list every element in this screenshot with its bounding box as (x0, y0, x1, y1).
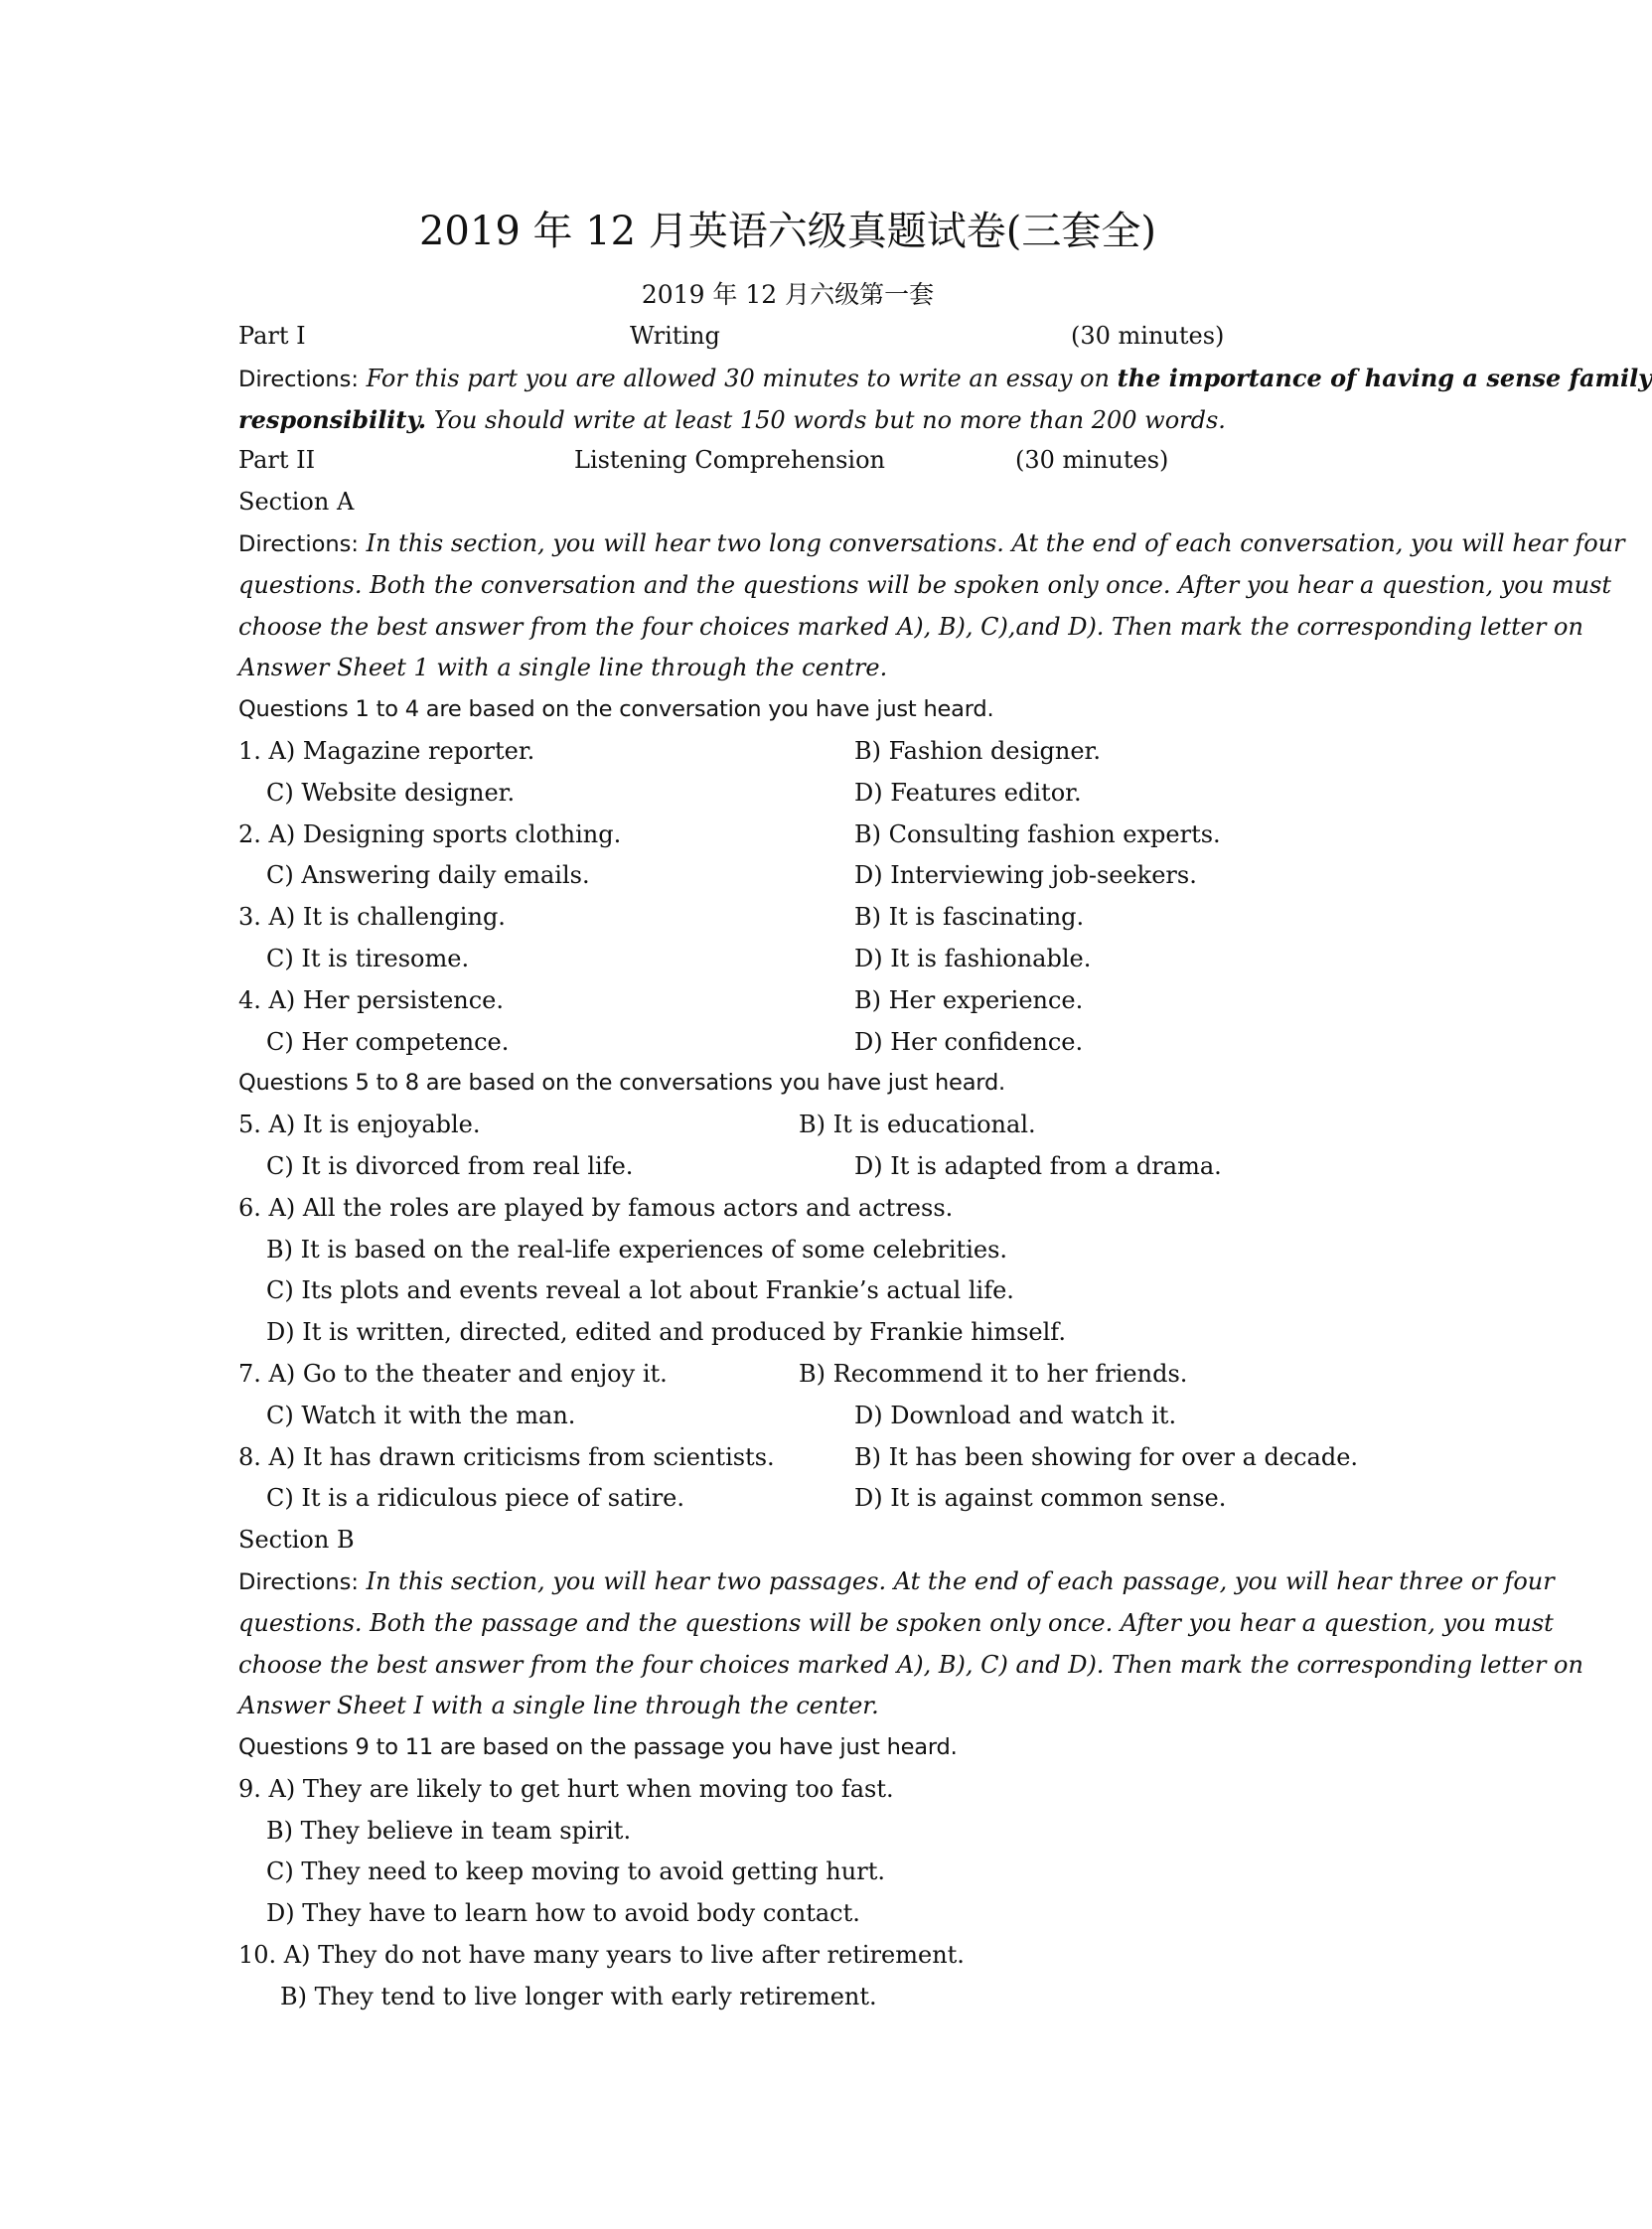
question-row (238, 855, 1500, 897)
option-c: C) They need to keep moving to avoid getting hurt. (266, 1858, 885, 1886)
question-row (238, 773, 1500, 815)
section-b-directions-line: Answer Sheet I with a single line through the center. (238, 1692, 879, 1720)
writing-directions-line (238, 399, 1500, 441)
option-a: 3. A) It is challenging. (238, 903, 506, 932)
option-d: D) It is adapted from a drama. (854, 1151, 1222, 1180)
option-a: 5. A) It is enjoyable. (238, 1111, 481, 1139)
question-row (238, 1769, 1500, 1811)
part-number: Part I (238, 322, 306, 350)
exam-body (238, 316, 1652, 2018)
essay-topic: the importance of having a sense family (1117, 363, 1652, 392)
option-c: C) Website designer. (266, 778, 516, 807)
part-name: Writing (630, 322, 720, 350)
part-heading-writing (238, 316, 1500, 358)
option-d: D) Features editor. (854, 778, 1082, 807)
option-d: D) It is against common sense. (854, 1484, 1227, 1513)
page-title: 2019 年 12 月英语六级真题试卷(三套全) (418, 209, 1157, 254)
question-row (238, 980, 1500, 1022)
section-a-directions-line: Answer Sheet 1 with a single line through the centre. (238, 654, 888, 682)
section-heading: Section A (238, 488, 355, 517)
option-b: B) Her experience. (854, 985, 1084, 1014)
option-d: D) It is fashionable. (854, 944, 1092, 972)
essay-topic: responsibility. (238, 404, 427, 434)
question-row (238, 1811, 1500, 1853)
option-c: C) It is a ridiculous piece of satire. (266, 1484, 685, 1513)
question-row (238, 1354, 1500, 1396)
option-a: 1. A) Magazine reporter. (238, 736, 535, 765)
directions-text: For this part you are allowed 30 minutes to write an essay on (358, 364, 1118, 392)
option-a: 10. A) They do not have many years to live after retirement. (238, 1941, 965, 1970)
question-row (238, 731, 1500, 773)
directions-label: Directions: (238, 1568, 359, 1595)
question-row (238, 1312, 1500, 1354)
section-heading: Section B (238, 1526, 355, 1555)
option-a: 9. A) They are likely to get hurt when moving too fast. (238, 1774, 894, 1803)
option-c: C) Watch it with the man. (266, 1401, 576, 1429)
directions-text: You should write at least 150 words but no more than 200 words. (426, 405, 1226, 434)
section-b-directions-line: choose the best answer from the four choices marked A), B), C) and D). Then mark the corresponding letter on (238, 1650, 1583, 1679)
question-row (238, 897, 1500, 939)
option-a: 8. A) It has drawn criticisms from scientists. (238, 1442, 775, 1471)
question-row (238, 939, 1500, 980)
section-a-directions-line: questions. Both the conversation and the questions will be spoken only once. After you hear a question, you must (238, 570, 1612, 599)
option-a: 7. A) Go to the theater and enjoy it. (238, 1359, 668, 1388)
question-row (238, 1188, 1500, 1230)
question-row (238, 1230, 1500, 1271)
option-b: B) It is based on the real-life experiences of some celebrities. (266, 1235, 1008, 1263)
question-row (238, 1146, 1500, 1188)
option-b: B) They believe in team spirit. (266, 1816, 632, 1845)
section-b-directions-line: Directions: In this section, you will hear two passages. At the end of each passage, you will hear three or four (238, 1566, 1555, 1595)
option-c: C) It is tiresome. (266, 944, 470, 972)
option-b: B) It is educational. (799, 1111, 1036, 1139)
question-row (238, 1893, 1500, 1935)
question-group-heading: Questions 1 to 4 are based on the conversation you have just heard. (238, 696, 994, 723)
question-row (238, 1437, 1500, 1479)
option-d: D) It is written, directed, edited and produced by Frankie himself. (266, 1318, 1066, 1347)
section-a-directions-line: Directions: In this section, you will hear two long conversations. At the end of each conversation, you will hear four (238, 528, 1625, 557)
option-a: 4. A) Her persistence. (238, 985, 505, 1014)
option-b: B) They tend to live longer with early retirement. (280, 1982, 877, 2010)
option-b: B) It is fascinating. (854, 903, 1085, 932)
question-row (238, 1852, 1500, 1893)
option-b: B) It has been showing for over a decade. (854, 1442, 1359, 1471)
section-a-directions-line: choose the best answer from the four choices marked A), B), C),and D). Then mark the corresponding letter on (238, 612, 1583, 641)
writing-directions-line (238, 358, 1652, 399)
option-c: C) Her competence. (266, 1027, 510, 1056)
section-b-directions-line: questions. Both the passage and the questions will be spoken only once. After you hear a question, you must (238, 1608, 1554, 1637)
option-c: C) It is divorced from real life. (266, 1151, 634, 1180)
option-b: B) Recommend it to her friends. (799, 1359, 1188, 1388)
part-number: Part II (238, 446, 316, 475)
option-b: B) Consulting fashion experts. (854, 819, 1221, 848)
option-d: D) Her confidence. (854, 1027, 1084, 1056)
option-d: D) They have to learn how to avoid body contact. (266, 1899, 860, 1928)
question-row (238, 1478, 1500, 1520)
question-group-heading: Questions 9 to 11 are based on the passage you have just heard. (238, 1734, 958, 1761)
question-row (238, 1396, 1500, 1437)
question-row (238, 1270, 1500, 1312)
question-row (238, 1977, 1500, 2018)
option-b: B) Fashion designer. (854, 736, 1101, 765)
directions-label: Directions: (238, 366, 359, 392)
option-d: D) Download and watch it. (854, 1401, 1177, 1429)
question-row (238, 1935, 1500, 1977)
question-row (238, 815, 1500, 856)
directions-label: Directions: (238, 530, 359, 557)
part-name: Listening Comprehension (574, 446, 885, 475)
option-c: C) Its plots and events reveal a lot about Frankie’s actual life. (266, 1276, 1014, 1305)
option-a: 6. A) All the roles are played by famous actors and actress. (238, 1193, 954, 1222)
option-d: D) Interviewing job-seekers. (854, 861, 1197, 890)
part-heading-listening (238, 440, 1500, 482)
question-row (238, 1105, 1500, 1146)
question-group-heading: Questions 5 to 8 are based on the conversations you have just heard. (238, 1070, 1005, 1097)
question-row (238, 1022, 1500, 1064)
part-time: (30 minutes) (1015, 446, 1169, 475)
option-a: 2. A) Designing sports clothing. (238, 819, 622, 848)
part-time: (30 minutes) (1071, 322, 1225, 350)
test-set-subtitle: 2019 年 12 月六级第一套 (641, 280, 935, 309)
option-c: C) Answering daily emails. (266, 861, 590, 890)
